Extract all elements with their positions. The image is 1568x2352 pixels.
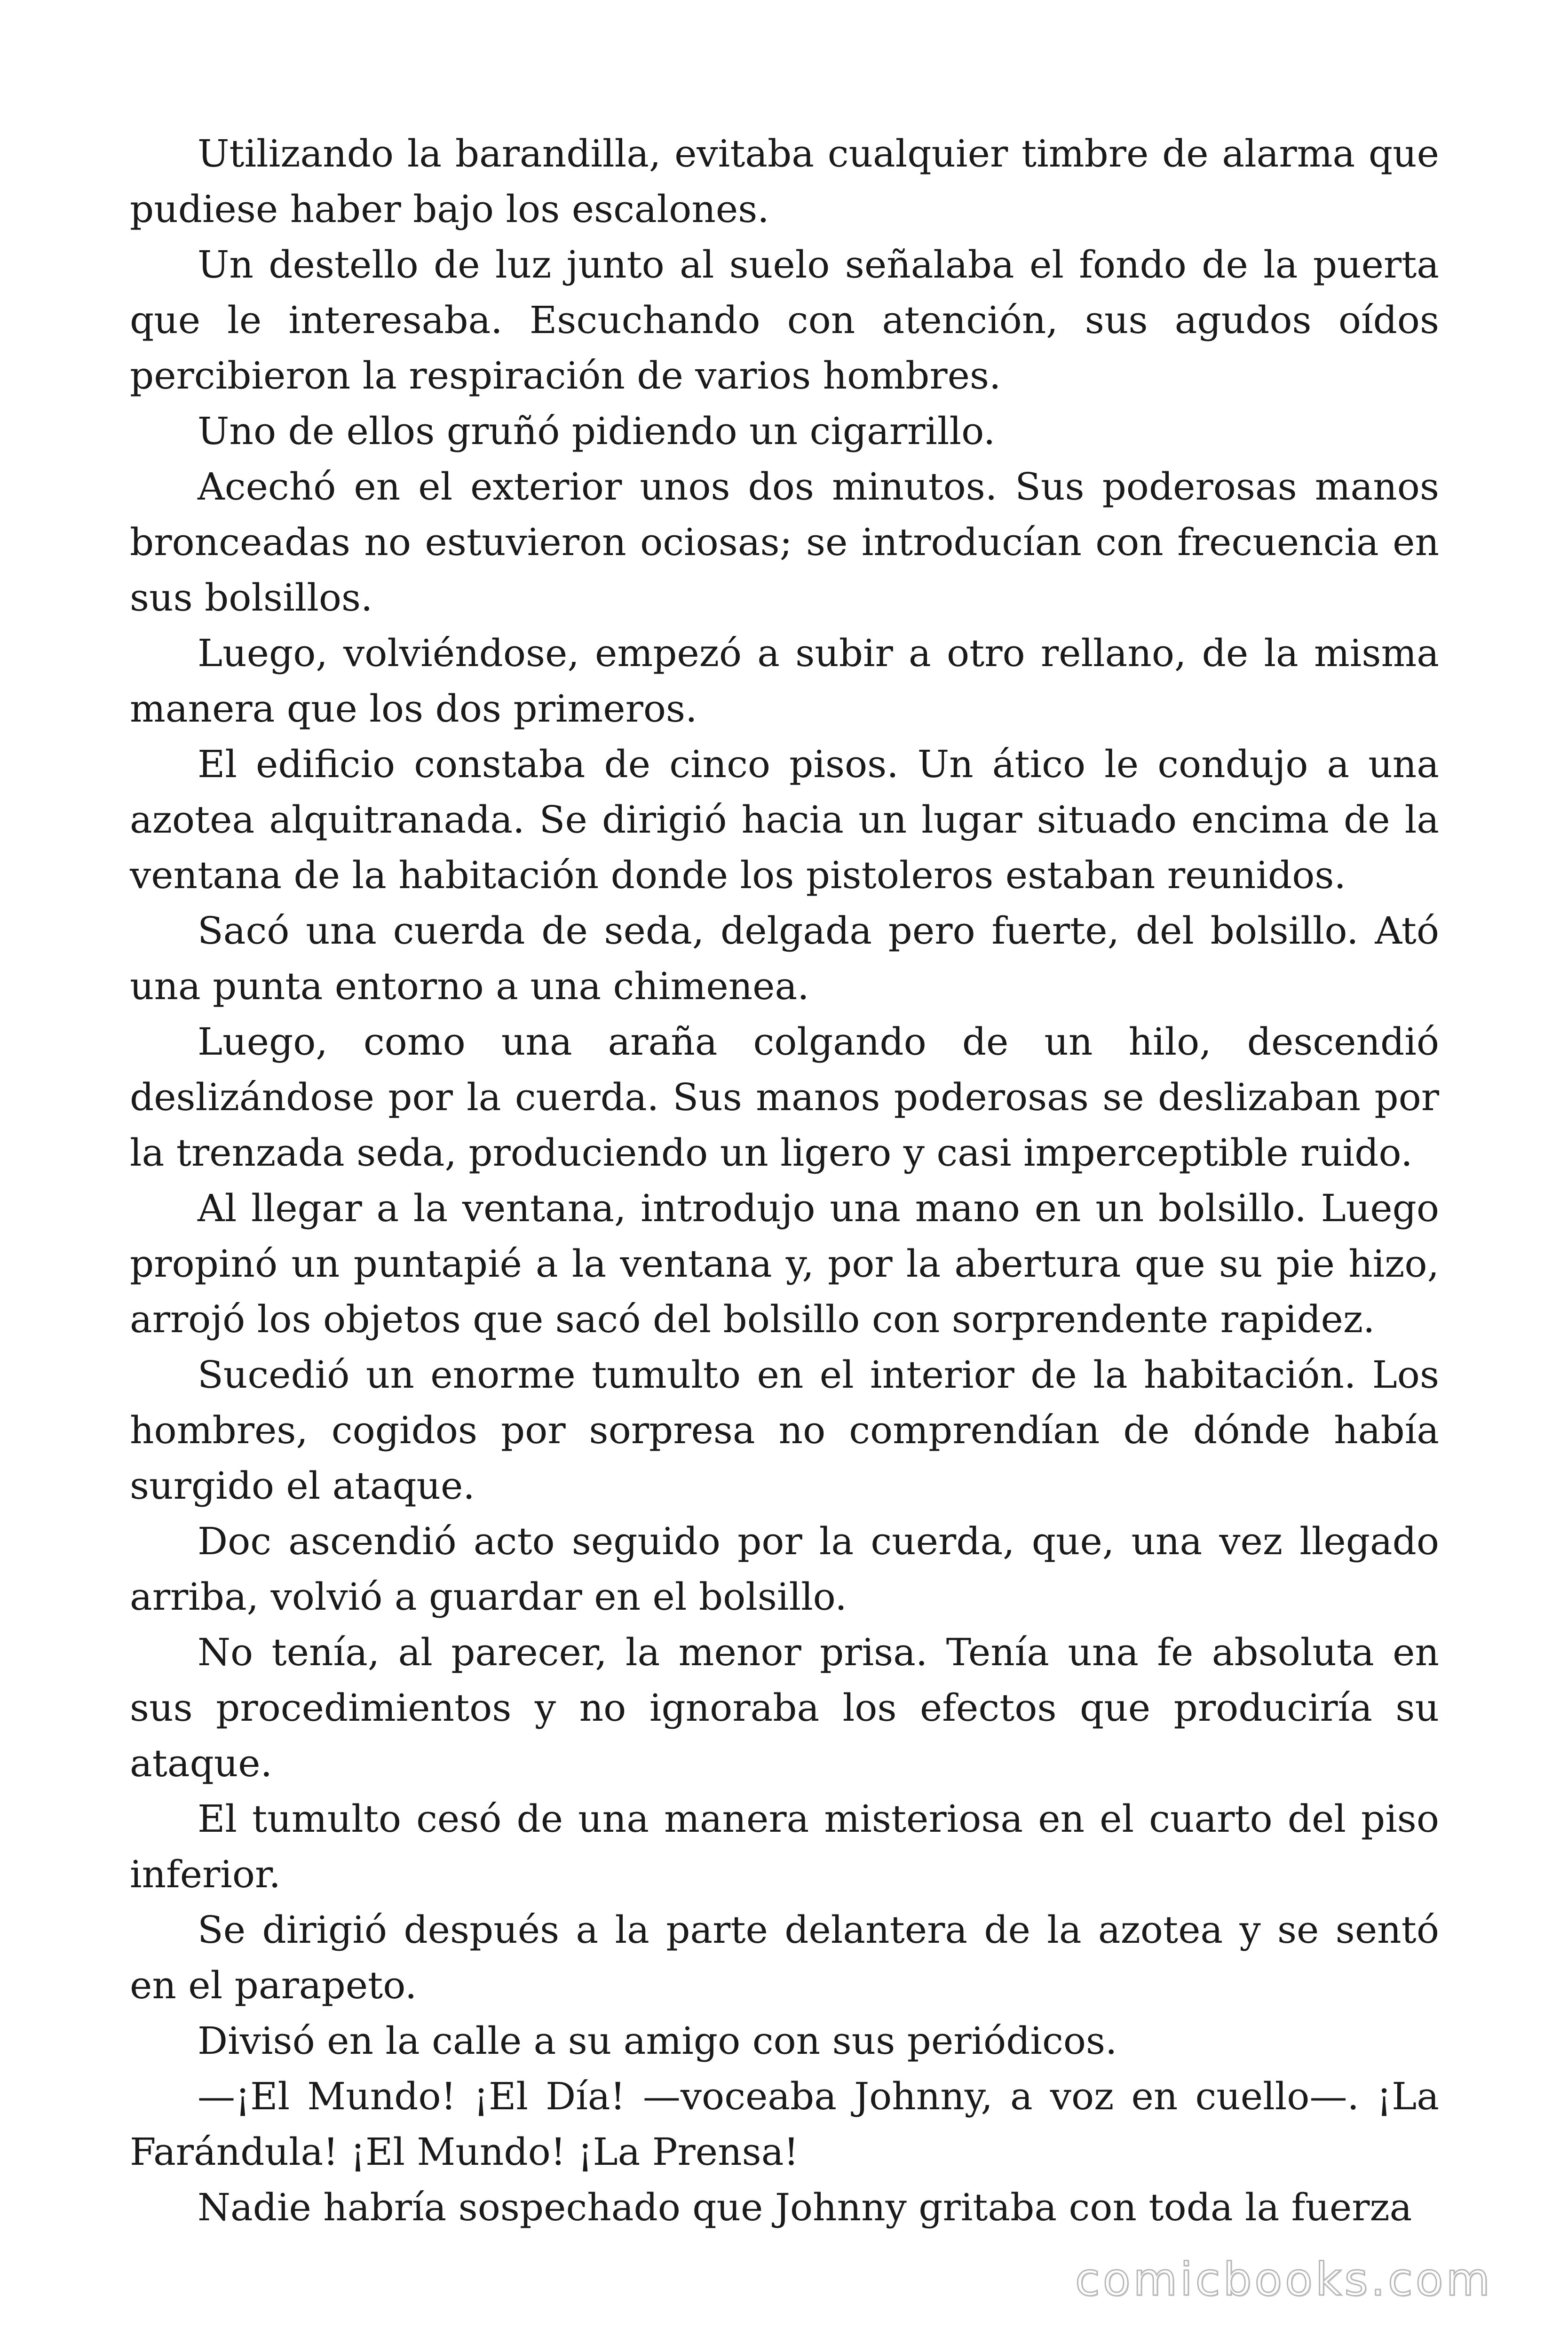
page-body xyxy=(130,126,1439,2235)
paragraph: El edificio constaba de cinco pisos. Un ático le condujo a una azotea alquitranada. Se dirigió hacia un lugar situado encima de la ventana de la habitación donde los pistoleros estaban reunidos. xyxy=(130,742,1439,897)
paragraph: Doc ascendió acto seguido por la cuerda, que, una vez llegado arriba, volvió a guardar en el bolsillo. xyxy=(130,1519,1439,1619)
paragraph: Luego, como una araña colgando de un hilo, descendió deslizándose por la cuerda. Sus manos poderosas se deslizaban por la trenzada seda, produciendo un ligero y casi imperceptible ruido. xyxy=(130,1020,1439,1175)
paragraph: No tenía, al parecer, la menor prisa. Tenía una fe absoluta en sus procedimientos y no ignoraba los efectos que produciría su ataque. xyxy=(130,1630,1439,1785)
paragraph: Un destello de luz junto al suelo señalaba el fondo de la puerta que le interesaba. Escuchando con atención, sus agudos oídos percibieron la respiración de varios hombres. xyxy=(130,243,1439,397)
paragraph: Uno de ellos gruñó pidiendo un cigarrillo. xyxy=(198,409,996,453)
paragraph: Sucedió un enorme tumulto en el interior de la habitación. Los hombres, cogidos por sorpresa no comprendían de dónde había surgido el ataque. xyxy=(130,1353,1439,1508)
paragraph: Sacó una cuerda de seda, delgada pero fuerte, del bolsillo. Ató una punta entorno a una chimenea. xyxy=(130,909,1439,1008)
watermark: comicbooks.com xyxy=(1075,2253,1493,2306)
paragraph: Divisó en la calle a su amigo con sus periódicos. xyxy=(198,2019,1117,2063)
paragraph: —¡El Mundo! ¡El Día! —voceaba Johnny, a voz en cuello—. ¡La Farándula! ¡El Mundo! ¡La Prensa! xyxy=(130,2074,1439,2174)
paragraph: Acechó en el exterior unos dos minutos. Sus poderosas manos bronceadas no estuvieron ociosas; se introducían con frecuencia en sus bolsillos. xyxy=(130,465,1439,620)
paragraph: El tumulto cesó de una manera misteriosa en el cuarto del piso inferior. xyxy=(130,1797,1439,1896)
paragraph: Utilizando la barandilla, evitaba cualquier timbre de alarma que pudiese haber bajo los escalones. xyxy=(130,132,1439,231)
paragraph: Se dirigió después a la parte delantera de la azotea y se sentó en el parapeto. xyxy=(130,1908,1439,2007)
paragraph: Luego, volviéndose, empezó a subir a otro rellano, de la misma manera que los dos primeros. xyxy=(130,631,1439,731)
paragraph: Nadie habría sospechado que Johnny gritaba con toda la fuerza xyxy=(198,2185,1412,2229)
paragraph: Al llegar a la ventana, introdujo una mano en un bolsillo. Luego propinó un puntapié a la ventana y, por la abertura que su pie hizo, arrojó los objetos que sacó del bolsillo con sorprendente rapidez. xyxy=(130,1186,1439,1341)
